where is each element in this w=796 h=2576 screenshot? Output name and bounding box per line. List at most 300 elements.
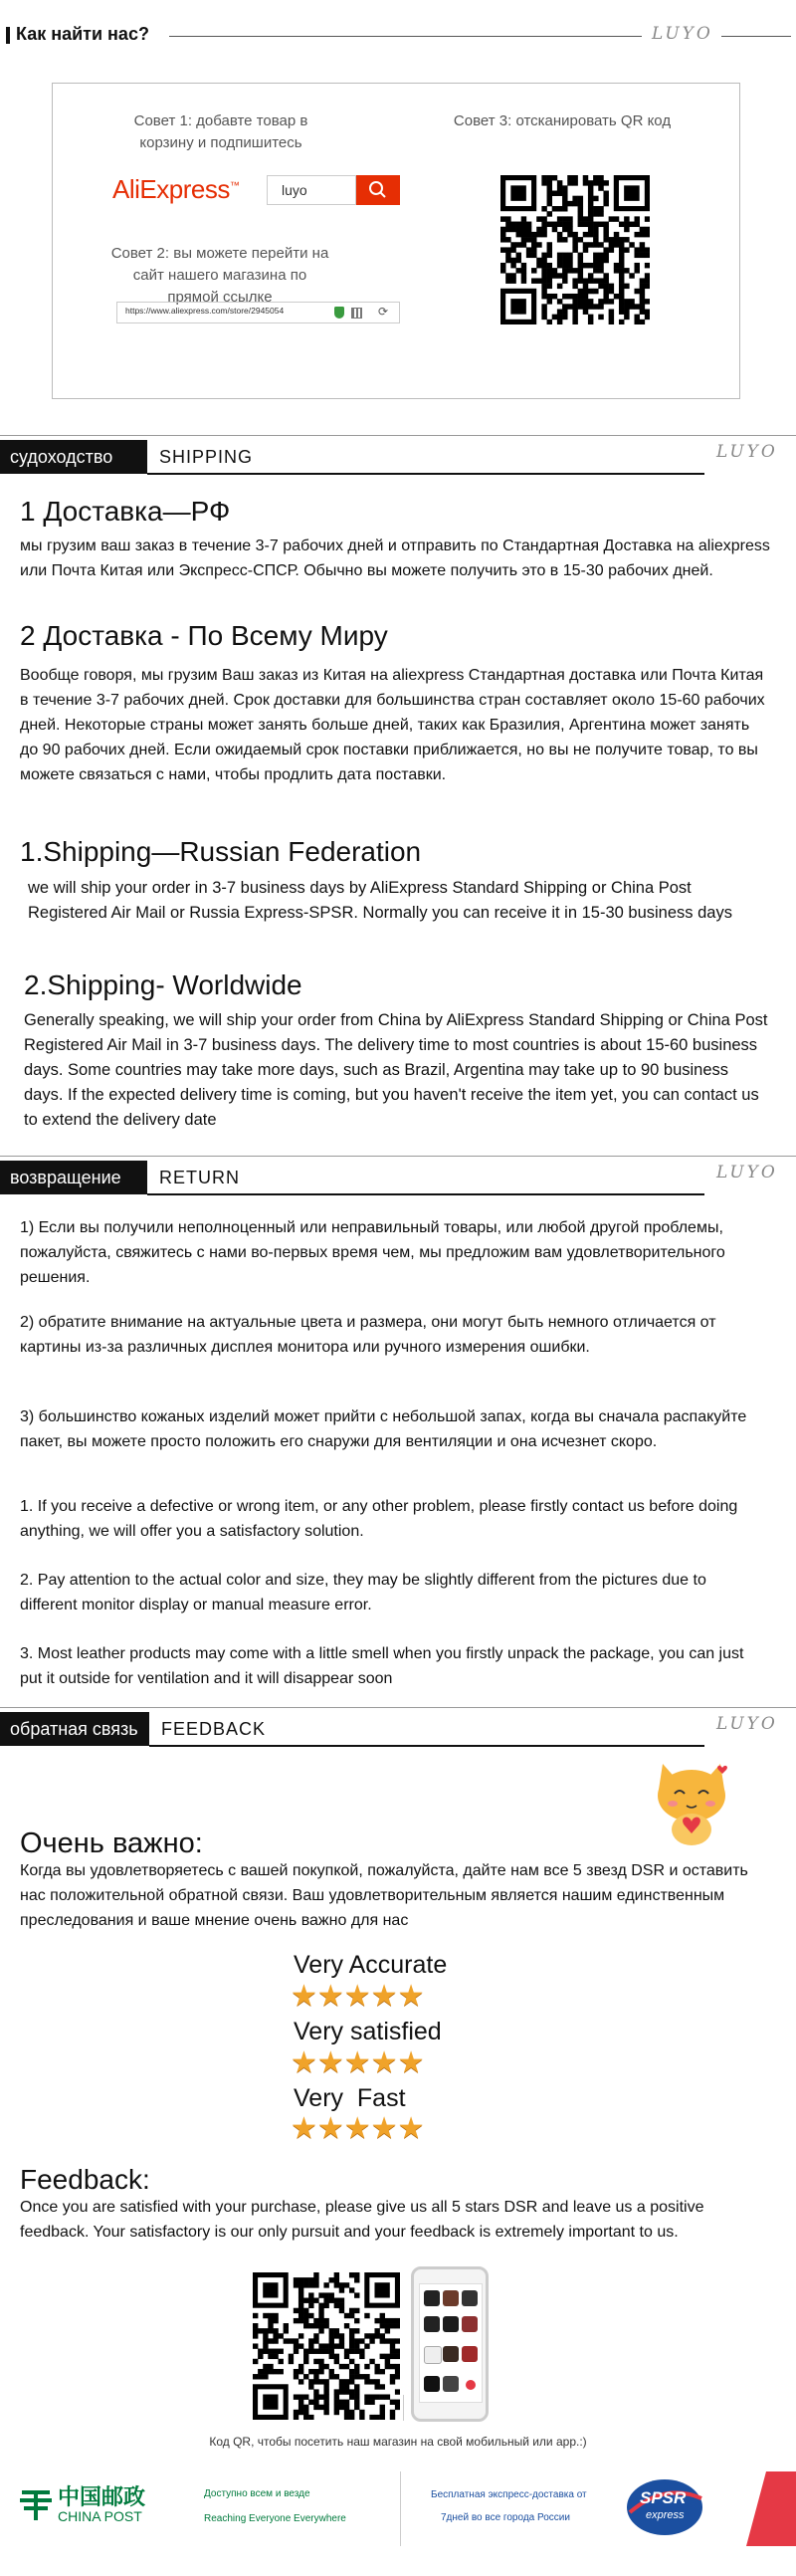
qr-module [303, 2313, 308, 2318]
qr-module [395, 2364, 400, 2369]
qr-module [390, 2374, 395, 2379]
qr-module [329, 2354, 334, 2359]
qr-module [572, 237, 577, 242]
china-post-en: CHINA POST [58, 2508, 142, 2524]
qr-module [354, 2277, 359, 2282]
qr-module [572, 304, 577, 309]
qr-finder [263, 2282, 278, 2297]
feedback-header [0, 1712, 796, 1752]
qr-module [521, 227, 526, 232]
qr-module [541, 289, 546, 294]
feedback-rule [149, 1745, 704, 1747]
qr-module [619, 289, 624, 294]
qr-module [578, 196, 583, 201]
rating-stars-fast: ★★★★★ [291, 2112, 425, 2145]
qr-module [562, 196, 567, 201]
qr-module [369, 2400, 374, 2405]
qr-module [634, 304, 639, 309]
qr-module [339, 2405, 344, 2410]
qr-module [510, 227, 515, 232]
brand-mark: LUYO [652, 24, 713, 44]
return-en-item-1: 1. If you receive a defective or wrong item, or any other problem, please firstly contact us before doing anything, we will offer you a satisfactory solution. [20, 1498, 738, 1540]
aliexpress-logo-text: AliExpress [112, 174, 230, 204]
qr-module [359, 2354, 364, 2359]
qr-module [562, 294, 567, 299]
qr-module [313, 2318, 318, 2323]
qr-module [640, 289, 645, 294]
qr-module [505, 247, 510, 252]
qr-module [588, 242, 593, 247]
qr-module [583, 299, 588, 304]
qr-module [500, 232, 505, 237]
qr-module [619, 222, 624, 227]
qr-module [364, 2313, 369, 2318]
qr-module [567, 232, 572, 237]
qr-module [521, 216, 526, 221]
feedback-qr-code [253, 2272, 400, 2420]
qr-module [318, 2323, 323, 2328]
qr-module [547, 320, 552, 324]
qr-module [521, 237, 526, 242]
qr-module [385, 2323, 390, 2328]
qr-module [303, 2359, 308, 2364]
qr-divider [403, 2395, 404, 2421]
qr-module [557, 299, 562, 304]
store-qr-code [500, 175, 650, 324]
qr-module [614, 216, 619, 221]
qr-module [609, 242, 614, 247]
qr-module [395, 2369, 400, 2374]
return-rule [147, 1193, 704, 1195]
qr-module [583, 216, 588, 221]
qr-module [339, 2303, 344, 2308]
spsr-logo-text: SPSR [640, 2488, 687, 2507]
qr-module [562, 315, 567, 320]
qr-module [588, 201, 593, 206]
qr-module [521, 222, 526, 227]
qr-module [645, 216, 650, 221]
bag-thumb [424, 2376, 440, 2392]
qr-module [374, 2333, 379, 2338]
qr-module [308, 2298, 313, 2303]
qr-module [578, 211, 583, 216]
qr-module [298, 2318, 303, 2323]
qr-module [308, 2384, 313, 2389]
qr-module [294, 2374, 298, 2379]
return-en-label: RETURN [159, 1168, 240, 1187]
qr-module [273, 2354, 278, 2359]
qr-module [323, 2292, 328, 2297]
qr-module [349, 2308, 354, 2313]
qr-module [562, 222, 567, 227]
qr-module [318, 2328, 323, 2333]
qr-module [531, 278, 536, 283]
qr-module [505, 258, 510, 263]
heart-icon [466, 2380, 476, 2390]
qr-module [385, 2394, 390, 2399]
qr-module [593, 232, 598, 237]
qr-module [284, 2328, 289, 2333]
qr-module [323, 2298, 328, 2303]
qr-module [562, 309, 567, 314]
qr-module [598, 258, 603, 263]
qr-module [541, 222, 546, 227]
qr-module [253, 2313, 258, 2318]
qr-module [263, 2349, 268, 2354]
qr-module [640, 309, 645, 314]
qr-module [583, 242, 588, 247]
qr-module [390, 2323, 395, 2328]
qr-module [334, 2333, 339, 2338]
qr-module [303, 2323, 308, 2328]
qr-module [624, 315, 629, 320]
qr-module [541, 263, 546, 268]
qr-module [318, 2405, 323, 2410]
qr-module [583, 278, 588, 283]
qr-module [547, 294, 552, 299]
qr-module [318, 2303, 323, 2308]
qr-module [629, 273, 634, 278]
qr-module [500, 216, 505, 221]
shipping-en-heading-1: 1.Shipping—Russian Federation [20, 836, 422, 867]
qr-module [645, 247, 650, 252]
qr-finder [263, 2394, 278, 2409]
qr-module [364, 2400, 369, 2405]
qr-module [349, 2359, 354, 2364]
qr-module [369, 2379, 374, 2384]
qr-module [572, 268, 577, 273]
qr-module [536, 227, 541, 232]
qr-module [344, 2415, 349, 2420]
qr-module [505, 216, 510, 221]
qr-module [298, 2405, 303, 2410]
qr-module [298, 2308, 303, 2313]
qr-module [349, 2374, 354, 2379]
qr-module [253, 2359, 258, 2364]
qr-module [557, 315, 562, 320]
qr-module [557, 206, 562, 211]
qr-module [334, 2354, 339, 2359]
qr-module [339, 2343, 344, 2348]
qr-module [329, 2292, 334, 2297]
qr-module [588, 232, 593, 237]
qr-module [390, 2354, 395, 2359]
qr-module [593, 258, 598, 263]
qr-module [583, 294, 588, 299]
qr-module [557, 237, 562, 242]
qr-module [334, 2303, 339, 2308]
qr-module [510, 258, 515, 263]
qr-module [344, 2389, 349, 2394]
qr-module [562, 278, 567, 283]
qr-module [313, 2379, 318, 2384]
qr-module [268, 2338, 273, 2343]
shipping-header [0, 440, 796, 480]
qr-module [268, 2318, 273, 2323]
qr-module [640, 278, 645, 283]
qr-module [374, 2318, 379, 2323]
qr-module [609, 309, 614, 314]
qr-module [583, 222, 588, 227]
qr-module [294, 2410, 298, 2415]
qr-module [349, 2328, 354, 2333]
qr-module [645, 253, 650, 258]
qr-module [572, 180, 577, 185]
qr-module [572, 320, 577, 324]
shield-icon [334, 307, 344, 319]
qr-module [344, 2323, 349, 2328]
qr-module [526, 247, 531, 252]
qr-module [334, 2298, 339, 2303]
qr-module [609, 284, 614, 289]
qr-module [593, 253, 598, 258]
qr-module [624, 268, 629, 273]
qr-module [313, 2389, 318, 2394]
qr-module [303, 2298, 308, 2303]
qr-module [552, 227, 557, 232]
qr-module [562, 206, 567, 211]
qr-module [354, 2394, 359, 2399]
return-ru-label: возвращение [0, 1161, 147, 1194]
qr-module [634, 289, 639, 294]
qr-module [593, 196, 598, 201]
qr-module [598, 315, 603, 320]
qr-module [547, 185, 552, 190]
qr-module [390, 2349, 395, 2354]
qr-module [557, 191, 562, 196]
find-us-marker [6, 27, 10, 44]
qr-module [567, 263, 572, 268]
qr-module [318, 2343, 323, 2348]
qr-module [263, 2364, 268, 2369]
qr-module [583, 263, 588, 268]
qr-module [323, 2400, 328, 2405]
qr-module [619, 294, 624, 299]
qr-module [634, 216, 639, 221]
qr-module [588, 180, 593, 185]
qr-module [334, 2359, 339, 2364]
qr-module [645, 227, 650, 232]
qr-module [505, 253, 510, 258]
store-search-input[interactable]: luyo [267, 175, 356, 205]
qr-module [547, 253, 552, 258]
qr-module [323, 2323, 328, 2328]
qr-module [308, 2343, 313, 2348]
qr-module [505, 273, 510, 278]
qr-module [634, 253, 639, 258]
qr-module [541, 180, 546, 185]
qr-module [334, 2277, 339, 2282]
qr-module [598, 206, 603, 211]
qr-module [334, 2394, 339, 2399]
qr-module [349, 2369, 354, 2374]
qr-module [323, 2318, 328, 2323]
qr-module [526, 227, 531, 232]
qr-module [603, 196, 608, 201]
qr-module [521, 232, 526, 237]
qr-module [323, 2389, 328, 2394]
bag-thumb [443, 2290, 459, 2306]
return-header [0, 1161, 796, 1200]
qr-module [557, 180, 562, 185]
qr-module [640, 304, 645, 309]
qr-module [603, 247, 608, 252]
qr-module [640, 232, 645, 237]
qr-module [598, 299, 603, 304]
qr-module [395, 2349, 400, 2354]
qr-module [334, 2400, 339, 2405]
qr-module [578, 263, 583, 268]
qr-module [344, 2364, 349, 2369]
qr-module [334, 2410, 339, 2415]
qr-module [624, 304, 629, 309]
qr-module [645, 309, 650, 314]
brand-mark: LUYO [716, 442, 778, 462]
qr-module [603, 201, 608, 206]
qr-module [531, 253, 536, 258]
qr-module [329, 2328, 334, 2333]
qr-module [349, 2349, 354, 2354]
qr-module [557, 222, 562, 227]
qr-module [354, 2384, 359, 2389]
qr-module [588, 273, 593, 278]
bag-thumb [424, 2290, 440, 2306]
qr-module [598, 253, 603, 258]
qr-module [263, 2369, 268, 2374]
qr-module [354, 2343, 359, 2348]
qr-module [339, 2287, 344, 2292]
find-us-rule-right [721, 36, 791, 37]
qr-module [323, 2364, 328, 2369]
shipping-rule [147, 473, 704, 475]
qr-module [578, 216, 583, 221]
reload-icon[interactable]: ⟳ [378, 305, 389, 319]
qr-module [603, 232, 608, 237]
qr-module [308, 2369, 313, 2374]
qr-module [567, 180, 572, 185]
qr-module [567, 201, 572, 206]
qr-module [526, 237, 531, 242]
qr-module [510, 263, 515, 268]
qr-finder [510, 299, 526, 315]
qr-module [603, 299, 608, 304]
qr-module [344, 2400, 349, 2405]
qr-module [318, 2364, 323, 2369]
qr-module [298, 2333, 303, 2338]
qr-module [323, 2349, 328, 2354]
qr-module [334, 2389, 339, 2394]
tip-2-text: Совет 2: вы можете перейти на сайт нашего магазина по прямой ссылке [110, 245, 329, 306]
qr-module [505, 278, 510, 283]
qr-module [583, 289, 588, 294]
qr-module [334, 2405, 339, 2410]
qr-module [562, 273, 567, 278]
qr-module [531, 237, 536, 242]
qr-module [516, 253, 521, 258]
qr-module [500, 263, 505, 268]
qr-module [516, 242, 521, 247]
qr-module [318, 2359, 323, 2364]
china-post-logo-icon [18, 2484, 54, 2524]
qr-module [313, 2405, 318, 2410]
qr-module [572, 247, 577, 252]
qr-module [598, 185, 603, 190]
qr-module [308, 2282, 313, 2287]
qr-module [323, 2343, 328, 2348]
qr-module [505, 237, 510, 242]
qr-module [339, 2338, 344, 2343]
qr-module [313, 2400, 318, 2405]
search-button[interactable] [356, 175, 400, 205]
rating-stars-satisfied: ★★★★★ [291, 2046, 425, 2079]
qr-module [640, 294, 645, 299]
qr-module [593, 242, 598, 247]
qr-module [369, 2338, 374, 2343]
qr-module [557, 284, 562, 289]
qr-module [614, 268, 619, 273]
feedback-top-line [0, 1707, 796, 1708]
qr-module [303, 2405, 308, 2410]
qr-module [339, 2308, 344, 2313]
qr-module [510, 222, 515, 227]
qr-module [284, 2323, 289, 2328]
qr-module [318, 2349, 323, 2354]
qr-module [298, 2394, 303, 2399]
qr-module [313, 2359, 318, 2364]
qr-module [609, 216, 614, 221]
qr-module [531, 242, 536, 247]
qr-module [380, 2313, 385, 2318]
qr-module [531, 247, 536, 252]
qr-module [619, 268, 624, 273]
qr-module [313, 2298, 318, 2303]
qr-module [583, 232, 588, 237]
qr-module [562, 216, 567, 221]
qr-module [354, 2369, 359, 2374]
qr-module [279, 2369, 284, 2374]
qr-module [344, 2354, 349, 2359]
qr-module [516, 258, 521, 263]
qr-module [359, 2338, 364, 2343]
qr-module [318, 2394, 323, 2399]
qr-module [303, 2308, 308, 2313]
qr-module [308, 2292, 313, 2297]
shipping-ru-text-1: мы грузим ваш заказ в течение 3-7 рабочих дней и отправить по Стандартная Доставка на aliexpress или Почта Китая или Экспресс-СПСР. Обычно вы можете получить это в 15-30 рабочих дней. [20, 537, 770, 579]
qr-module [557, 309, 562, 314]
feedback-ru-label: обратная связь [0, 1712, 149, 1746]
shipping-ru-text-2: Вообще говоря, мы грузим Ваш заказ из Китая на aliexpress Стандартная доставка или Почта Китая в течение 3-7 рабочих дней. Срок доставки для большинства стран составляет около 15-60 рабочих дней. Некоторые страны может занять больше дней, таких как Бразилия, Аргентина может занять до 90 рабочих дней. Если ожидаемый срок поставки приближается, но вы не получите товар, то вы можете связаться с нами, чтобы продлить дата поставки. [20, 667, 765, 783]
qr-module [572, 242, 577, 247]
qr-module [318, 2379, 323, 2384]
qr-module [354, 2364, 359, 2369]
qr-module [369, 2333, 374, 2338]
bag-thumb [443, 2346, 459, 2362]
qr-module [303, 2415, 308, 2420]
qr-module [619, 299, 624, 304]
qr-module [359, 2374, 364, 2379]
qr-module [253, 2323, 258, 2328]
qr-module [258, 2354, 263, 2359]
store-url-bar[interactable] [116, 302, 400, 323]
qr-module [253, 2333, 258, 2338]
qr-module [619, 304, 624, 309]
footer-divider [400, 2471, 401, 2546]
qr-module [562, 268, 567, 273]
qr-module [541, 284, 546, 289]
qr-module [634, 263, 639, 268]
qr-module [557, 263, 562, 268]
qr-module [380, 2323, 385, 2328]
